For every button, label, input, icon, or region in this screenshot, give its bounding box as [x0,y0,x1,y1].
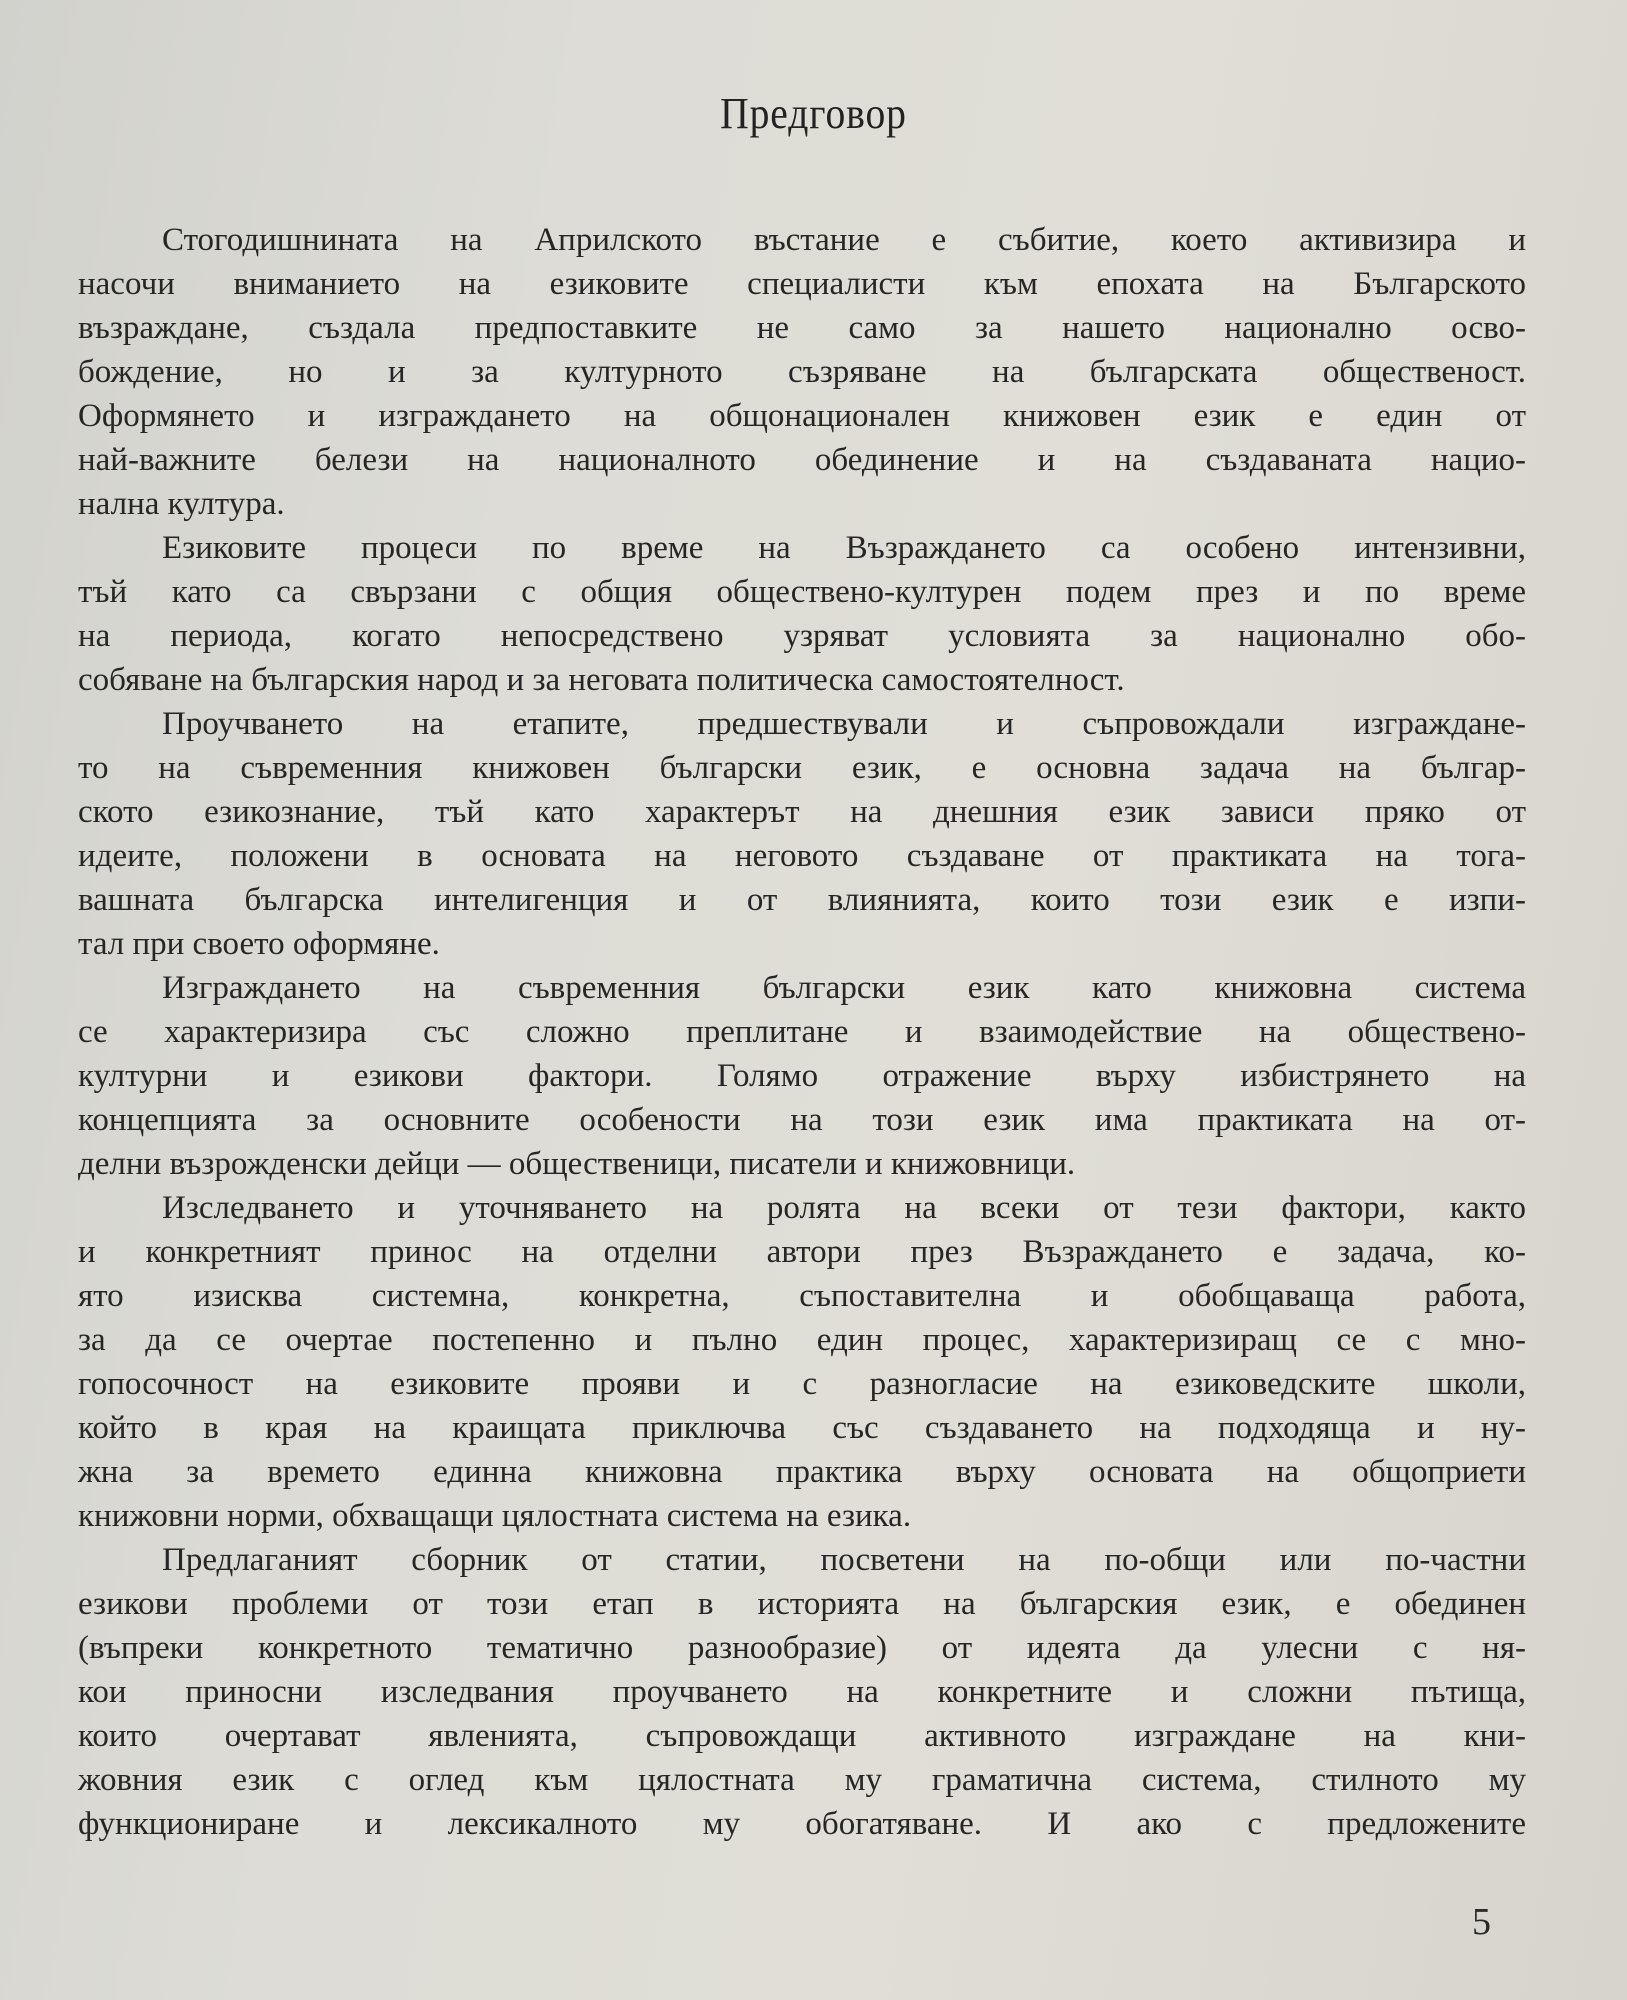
body-text [78,218,1526,1846]
text-line: бождение, но и за културното съзряване на българската общественост. [78,354,1526,390]
text-line: Езиковите процеси по време на Възраждането са особено интензивни, [162,530,1526,566]
text-line: културни и езикови фактори. Голямо отражение върху избистрянето на [78,1058,1526,1094]
text-line: Оформянето и изграждането на общонационален книжовен език е един от [78,398,1526,434]
text-line: Изследването и уточняването на ролята на всеки от тези фактори, както [162,1190,1526,1226]
text-line: Изграждането на съвременния български език като книжовна система [162,970,1526,1006]
text-line: делни възрожденски дейци — общественици, писатели и книжовници. [78,1146,1076,1182]
text-line: които очертават явленията, съпровождащи активното изграждане на кни- [78,1718,1526,1754]
text-line: (въпреки конкретното тематично разнообразие) от идеята да улесни с ня- [78,1630,1526,1666]
text-line: ското езикознание, тъй като характерът на днешния език зависи пряко от [78,794,1526,830]
text-line: то на съвременния книжовен български език, е основна задача на българ- [78,750,1526,786]
text-line: Стогодишнината на Априлското въстание е събитие, което активизира и [162,222,1526,258]
text-line: езикови проблеми от този етап в историята на българския език, е обединен [78,1586,1526,1622]
text-line: за да се очертае постепенно и пълно един процес, характеризиращ се с мно- [78,1322,1526,1358]
text-line: собяване на българския народ и за неговата политическа самостоятелност. [78,662,1125,698]
text-line: се характеризира със сложно преплитане и взаимодействие на обществено- [78,1014,1526,1050]
text-line: жна за времето единна книжовна практика върху основата на общоприети [78,1454,1526,1490]
text-line: тал при своето оформяне. [78,926,440,962]
page-title: Предговор [720,89,907,138]
text-line: на периода, когато непосредствено узряват условията за национално обо- [78,618,1526,654]
text-line: кои приносни изследвания проучването на конкретните и сложни пътища, [78,1674,1526,1710]
text-line: ято изисква системна, конкретна, съпоставителна и обобщаваща работа, [78,1278,1526,1314]
text-line: жовния език с оглед към цялостната му граматична система, стилното му [78,1762,1526,1798]
text-line: който в края на краищата приключва със създаването на подходяща и ну- [78,1410,1526,1446]
text-line: концепцията за основните особености на този език има практиката на от- [78,1102,1526,1138]
text-line: възраждане, създала предпоставките не само за нашето национално осво- [78,310,1526,346]
text-line: най-важните белези на националното обединение и на създаваната нацио- [78,442,1526,478]
text-line: Проучването на етапите, предшествували и съпровождали изграждане- [162,706,1526,742]
text-line: нална култура. [78,486,285,522]
text-line: гопосочност на езиковите прояви и с разногласие на езиковедските школи, [78,1366,1526,1402]
text-line: книжовни норми, обхващащи цялостната система на езика. [78,1498,912,1534]
text-line: Предлаганият сборник от статии, посветени на по-общи или по-частни [162,1542,1526,1578]
text-line: тъй като са свързани с общия обществено-културен подем през и по време [78,574,1526,610]
text-line: функциониране и лексикалното му обогатяване. И ако с предложените [78,1806,1526,1842]
text-line: насочи вниманието на езиковите специалисти към епохата на Българското [78,266,1526,302]
page-number: 5 [1472,1901,1491,1943]
text-line: идеите, положени в основата на неговото създаване от практиката на тога- [78,838,1526,874]
text-line: вашната българска интелигенция и от влиянията, които този език е изпи- [78,882,1526,918]
text-line: и конкретният принос на отделни автори през Възраждането е задача, ко- [78,1234,1526,1270]
